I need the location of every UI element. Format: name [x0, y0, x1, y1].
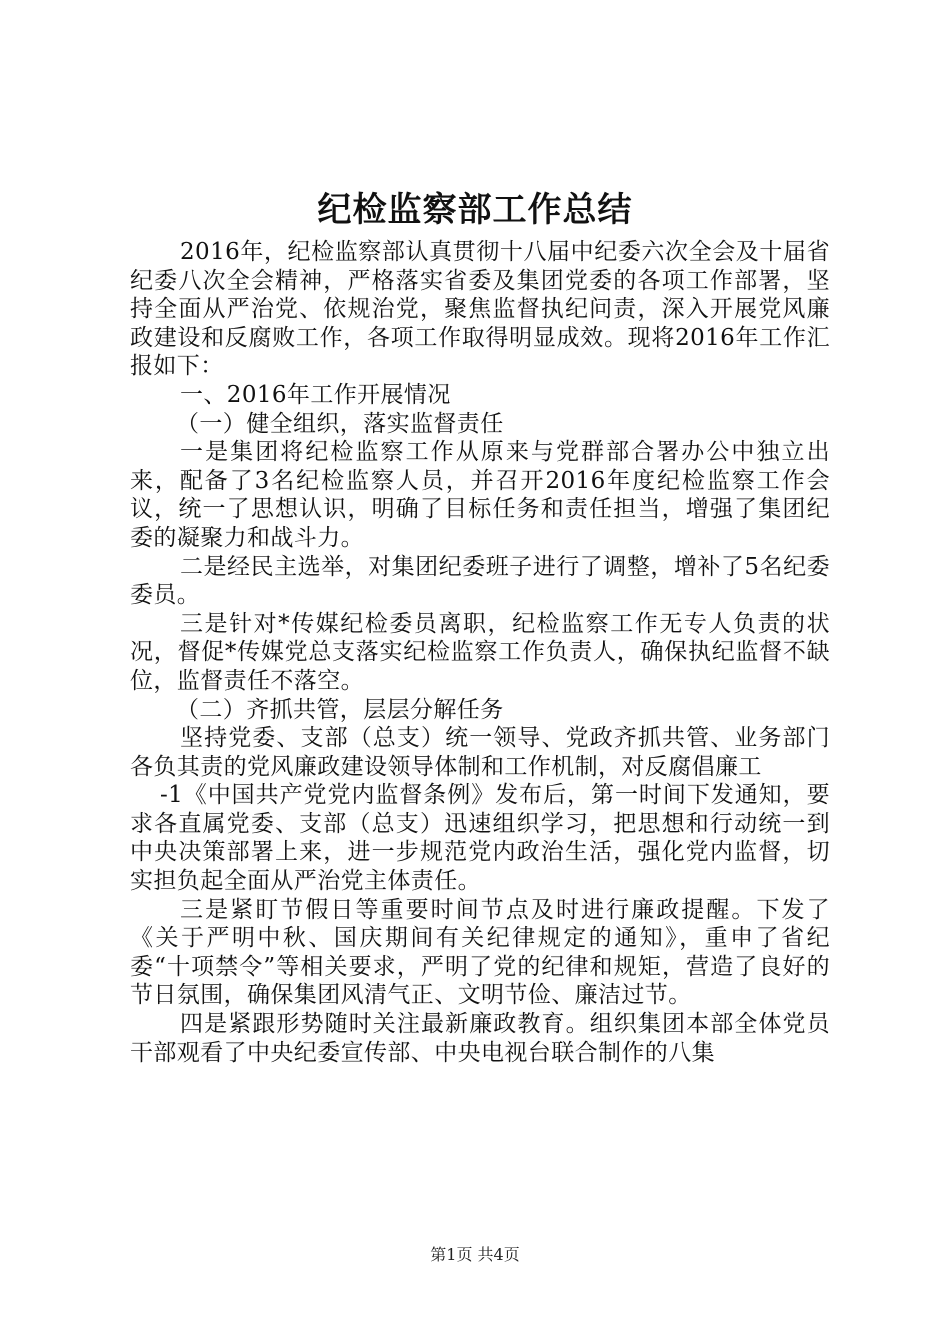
paragraph-regulation: -1《中国共产党党内监督条例》发布后，第一时间下发通知，要求各直属党委、支部（总支）迅速组织学习，把思想和行动统一到中央决策部署上来，进一步规范党内政治生活，强化党内监督，切实担负起全面从严治党主体责任。: [130, 782, 830, 895]
paragraph-intro: 2016年，纪检监察部认真贯彻十八届中纪委六次全会及十届省纪委八次全会精神，严格落实省委及集团党委的各项工作部署，坚持全面从严治党、依规治党，聚焦监督执纪问责，深入开展党风廉政建设和反腐败工作，各项工作取得明显成效。现将2016年工作汇报如下：: [130, 239, 830, 380]
document-body: [130, 238, 830, 1067]
subsection-heading-1: （一）健全组织，落实监督责任: [176, 410, 504, 437]
document-title: 纪检监察部工作总结: [317, 190, 633, 230]
paragraph-education: 四是紧跟形势随时关注最新廉政教育。组织集团本部全体党员干部观看了中央纪委宣传部、中央电视台联合制作的八集: [130, 1011, 830, 1066]
section-heading-1: 一、2016年工作开展情况: [180, 381, 451, 408]
paragraph-holiday-reminder: 三是紧盯节假日等重要时间节点及时进行廉政提醒。下发了《关于严明中秋、国庆期间有关纪律规定的通知》，重申了省纪委“十项禁令”等相关要求，严明了党的纪律和规矩，营造了良好的节日氛围，确保集团风清气正、文明节俭、廉洁过节。: [130, 896, 830, 1009]
paragraph-item-2: 二是经民主选举，对集团纪委班子进行了调整，增补了5名纪委委员。: [130, 553, 830, 609]
subsection-heading-2: （二）齐抓共管，层层分解任务: [176, 696, 504, 723]
paragraph-item-1: 一是集团将纪检监察工作从原来与党群部合署办公中独立出来，配备了3名纪检监察人员，并召开2016年度纪检监察工作会议，统一了思想认识，明确了目标任务和责任担当，增强了集团纪委的凝聚力和战斗力。: [130, 439, 830, 551]
paragraph-leadership: 坚持党委、支部（总支）统一领导、党政齐抓共管、业务部门各负其责的党风廉政建设领导体制和工作机制，对反腐倡廉工: [130, 725, 830, 780]
page-number: 第1页 共4页: [430, 1245, 520, 1264]
paragraph-item-3: 三是针对*传媒纪检委员离职，纪检监察工作无专人负责的状况，督促*传媒党总支落实纪检监察工作负责人，确保执纪监督不缺位，监督责任不落空。: [130, 610, 830, 694]
